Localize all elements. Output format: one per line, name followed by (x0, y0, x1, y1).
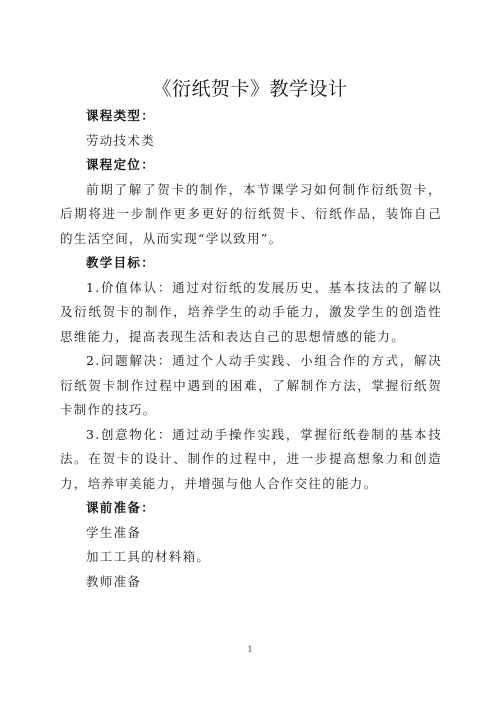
page-number: 1 (247, 645, 253, 654)
goal-paragraph-3: 3.创意物化：通过动手操作实践，掌握衍纸卷制的基本技法。在贺卡的设计、制作的过程中，进一步提高想象力和创造力，培养审美能力，并增强与他人合作交往的能力。 (60, 426, 442, 491)
section-heading-course-type: 课程类型： (86, 108, 156, 123)
preparation-line-3: 教师准备 (86, 573, 142, 589)
preparation-line-2: 加工工具的材料箱。 (86, 549, 211, 564)
course-position-paragraph: 前期了解了贺卡的制作，本节课学习如何制作衍纸贺卡，后期将进一步制作更多更好的衍纸贺卡、衍纸作品，装饰自己的生活空间，从而实现“学以致用”。 (60, 181, 442, 246)
section-heading-preparation: 课前准备： (86, 500, 156, 515)
goal-paragraph-2: 2.问题解决：通过个人动手实践、小组合作的方式，解决衍纸贺卡制作过程中遇到的困难，了解制作方法，掌握衍纸贺卡制作的技巧。 (60, 353, 442, 417)
goal-paragraph-1: 1.价值体认：通过对衍纸的发展历史、基本技法的了解以及衍纸贺卡的制作，培养学生的动手能力，激发学生的创造性思维能力，提高表现生活和表达自己的思想情感的能力。 (60, 279, 442, 344)
section-heading-teaching-goals: 教学目标： (86, 255, 156, 270)
course-type-value: 劳动技术类 (86, 132, 156, 148)
document-body (60, 104, 442, 594)
section-heading-course-position: 课程定位： (86, 157, 156, 172)
document-title: 《衍纸贺卡》教学设计 (152, 78, 348, 100)
preparation-line-1: 学生准备 (86, 524, 142, 540)
